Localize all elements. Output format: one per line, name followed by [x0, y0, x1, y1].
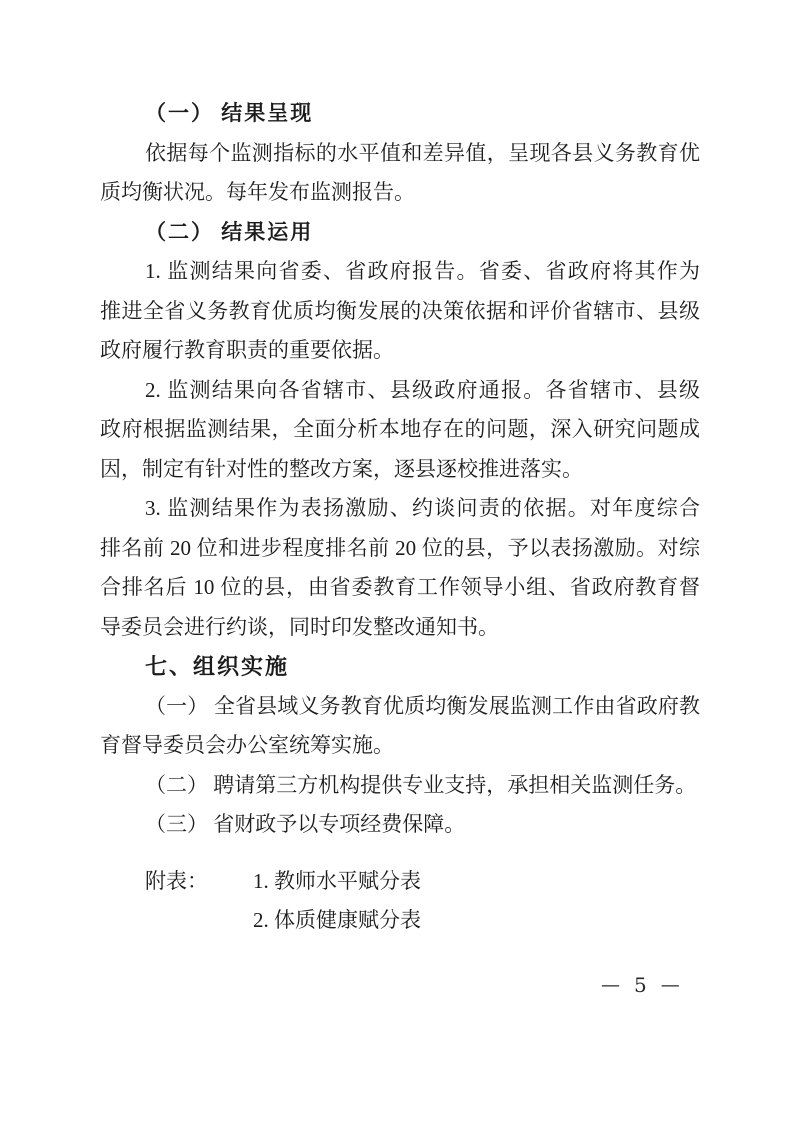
- paragraph-line: 政府履行教育职责的重要依据。: [100, 338, 394, 362]
- paragraph-line: 因，制定有针对性的整改方案，逐县逐校推进落实。: [100, 456, 583, 481]
- paragraph: [100, 805, 700, 845]
- paragraph-line: 1. 监测结果向省委、省政府报告。省委、省政府将其作为: [145, 259, 700, 283]
- paragraph: [100, 489, 700, 647]
- page-number: [601, 973, 680, 997]
- appendix-item: 1. 教师水平赋分表: [253, 868, 421, 893]
- page-number-value: 5: [634, 973, 647, 997]
- paragraph-line: （一） 全省县域义务教育优质均衡发展监测工作由省政府教: [145, 693, 700, 718]
- paragraph-line: 育督导委员会办公室统筹实施。: [100, 733, 394, 757]
- page-number-dash-right: —: [660, 974, 680, 996]
- paragraph-line: （二） 聘请第三方机构提供专业支持，承担相关监测任务。: [145, 772, 697, 797]
- section-heading-result-usage: （二） 结果运用: [145, 219, 314, 244]
- paragraph-line: 推进全省义务教育优质均衡发展的决策依据和评价省辖市、县级: [100, 298, 700, 323]
- paragraph-line: 依据每个监测指标的水平值和差异值，呈现各县义务教育优: [145, 140, 700, 165]
- section-heading-result-presentation: （一） 结果呈现: [145, 101, 314, 125]
- appendix-label: 附表：: [145, 868, 208, 893]
- paragraph-line: 3. 监测结果作为表扬激励、约谈问责的依据。对年度综合: [145, 496, 700, 520]
- page-number-dash-left: —: [601, 974, 620, 996]
- appendix-items: [208, 862, 700, 941]
- document-body: [100, 94, 700, 941]
- chapter-heading-organization: 七、组织实施: [145, 654, 290, 679]
- paragraph: [100, 687, 700, 766]
- paragraph-line: 2. 监测结果向各省辖市、县级政府通报。各省辖市、县级: [145, 377, 700, 402]
- paragraph-line: 导委员会进行约谈，同时印发整改通知书。: [100, 614, 499, 639]
- appendix-list: [100, 862, 700, 941]
- paragraph-line: 排名前 20 位和进步程度排名前 20 位的县，予以表扬激励。对综: [100, 535, 700, 560]
- paragraph-line: （三） 省财政予以专项经费保障。: [145, 812, 466, 836]
- paragraph-line: 质均衡状况。每年发布监测报告。: [100, 180, 415, 204]
- paragraph: [100, 766, 700, 806]
- paragraph-line: 合排名后 10 位的县，由省委教育工作领导小组、省政府教育督: [100, 575, 700, 599]
- paragraph-line: 政府根据监测结果，全面分析本地存在的问题，深入研究问题成: [100, 417, 700, 441]
- paragraph: [100, 134, 700, 213]
- paragraph: [100, 252, 700, 371]
- paragraph: [100, 371, 700, 490]
- appendix-item: 2. 体质健康赋分表: [253, 908, 421, 932]
